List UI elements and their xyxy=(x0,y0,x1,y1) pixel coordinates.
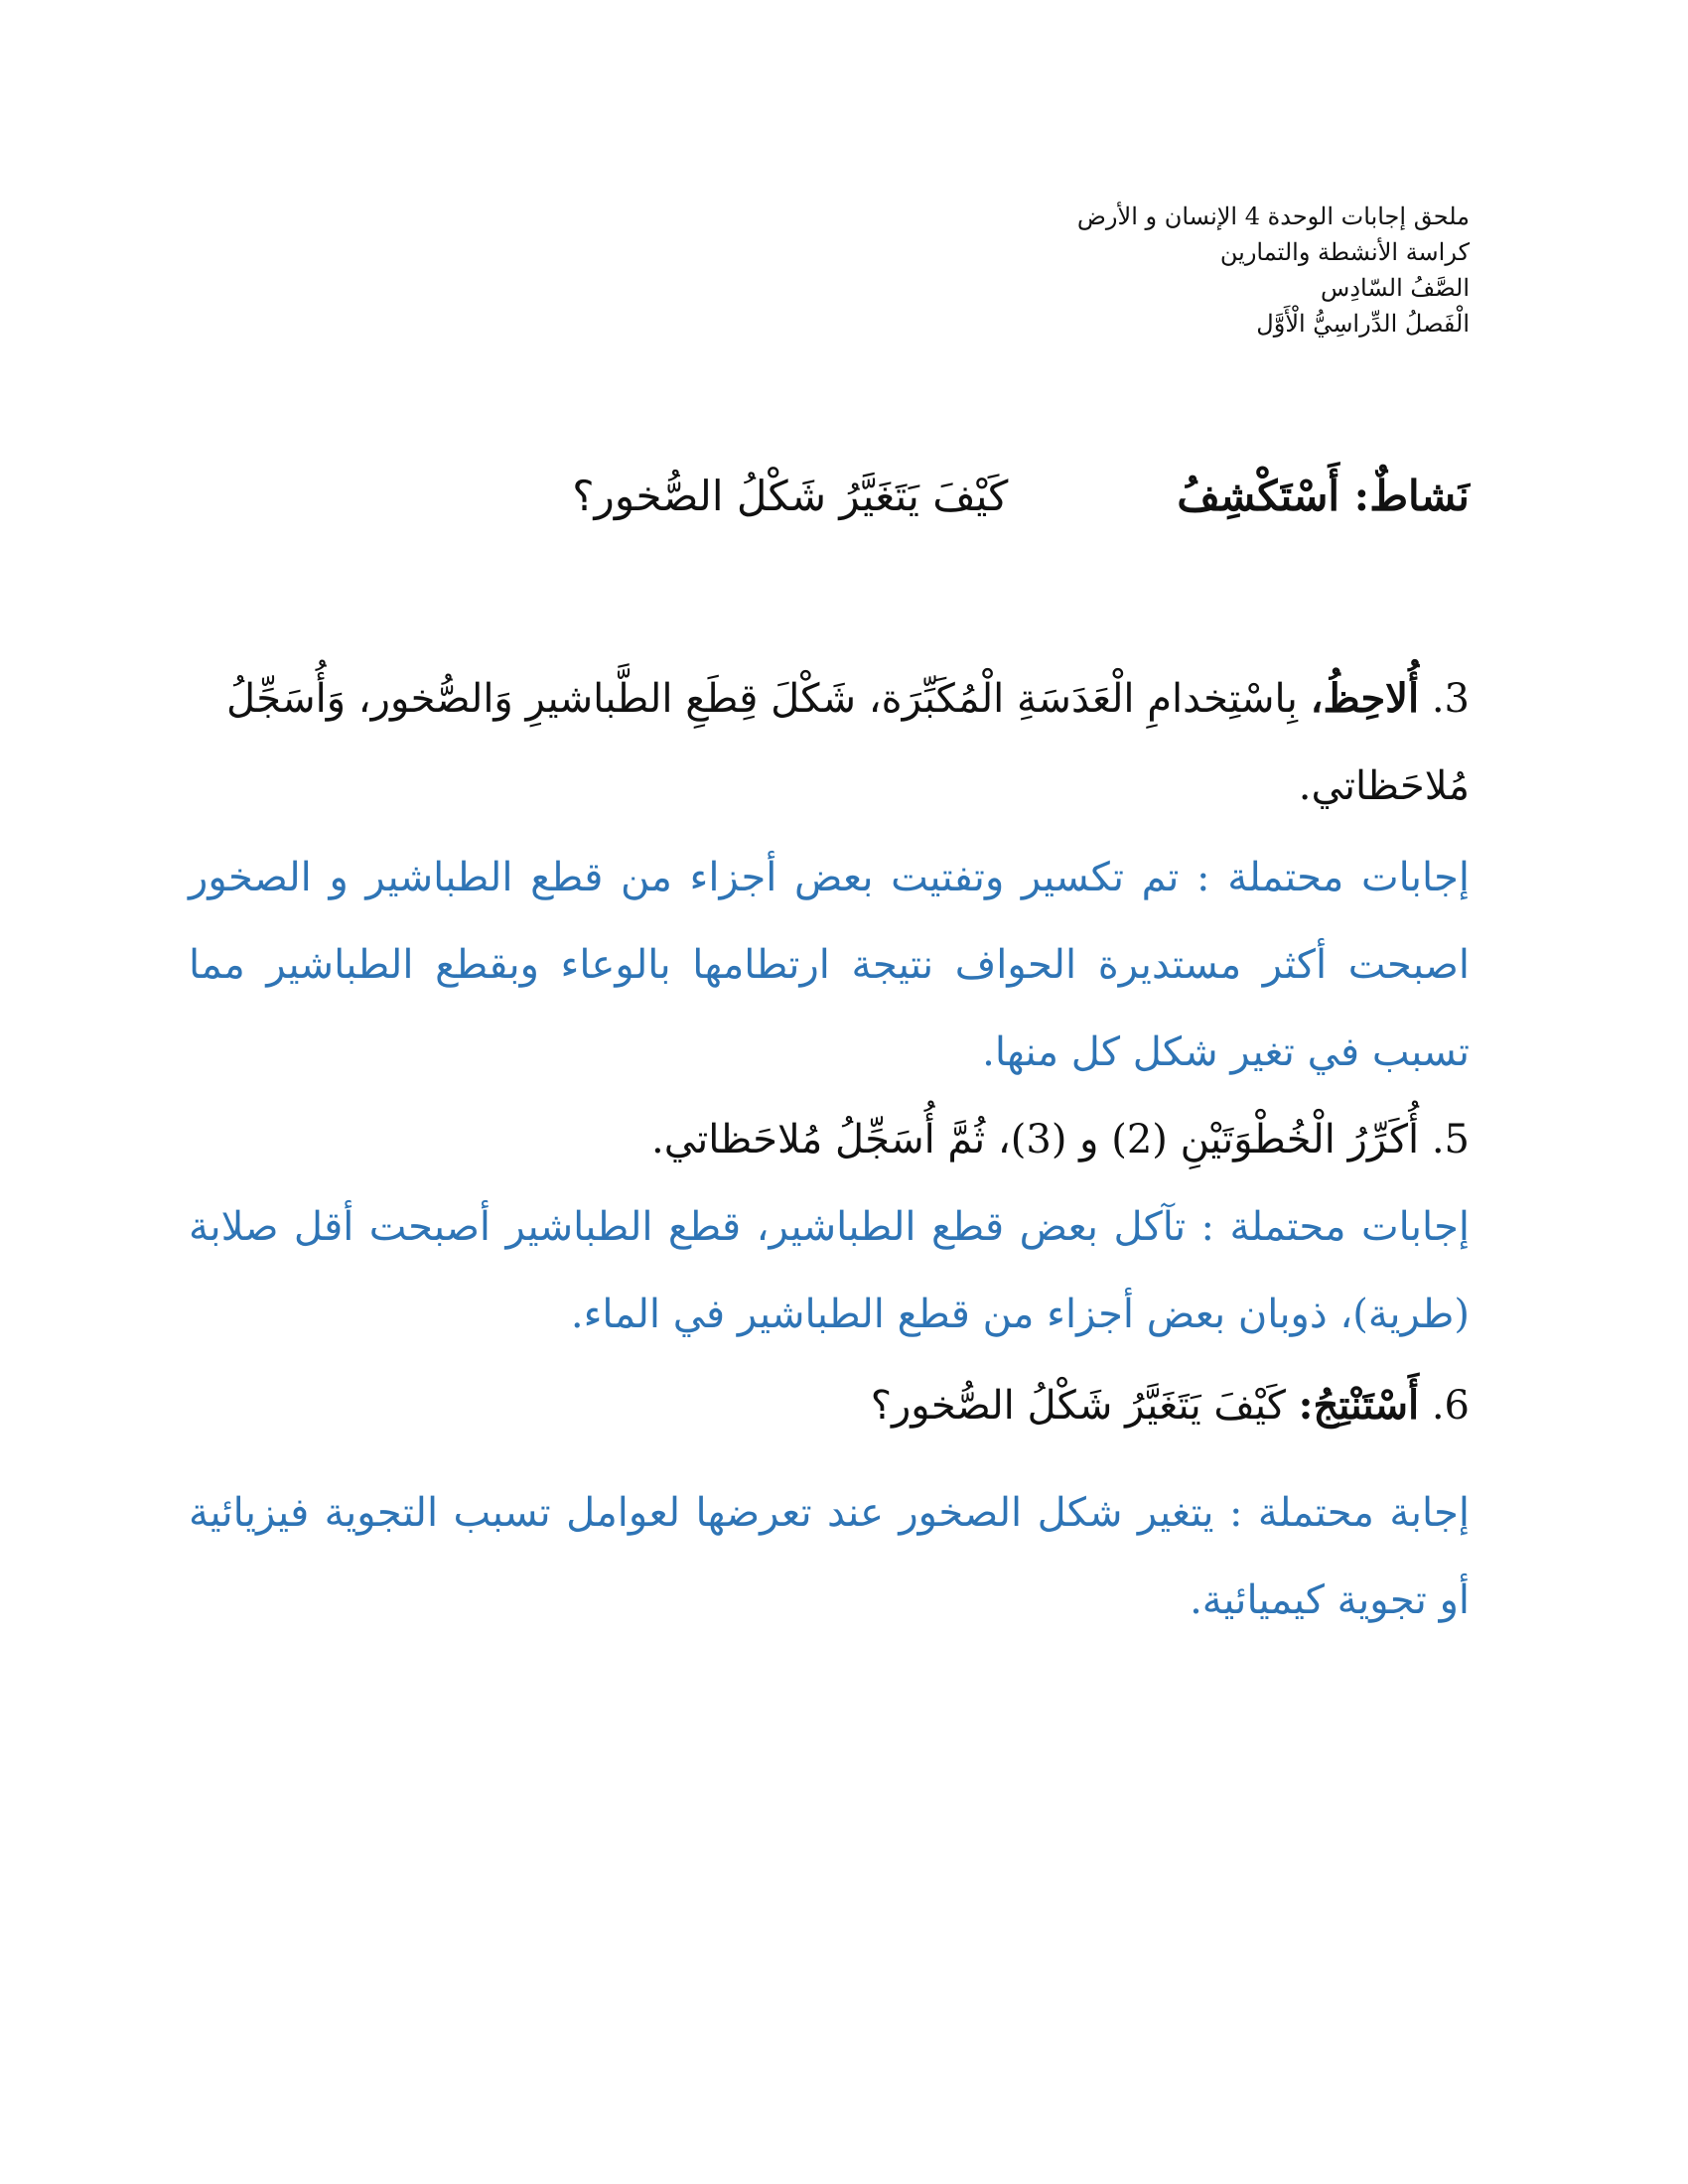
question-3-number: 3. xyxy=(1431,676,1470,722)
question-3 xyxy=(189,655,1470,830)
header-line-workbook: كراسة الأنشطة والتمارين xyxy=(1219,238,1470,266)
question-3-text: بِاسْتِخدامِ الْعَدَسَةِ الْمُكَبِّرَة، شَكْلَ قِطَعِ الطَّباشيرِ وَالصُّخور، وَأُسَجِّلُ مُلاحَظاتي. xyxy=(225,676,1470,809)
question-5-text: أُكَرِّرُ الْخُطْوَتَيْنِ (2) و (3)، ثُمَّ أُسَجِّلُ مُلاحَظاتي. xyxy=(651,1117,1420,1162)
document-header xyxy=(576,199,1470,341)
answer-5: إجابات محتملة : تآكل بعض قطع الطباشير، قطع الطباشير أصبحت أقل صلابة (طرية)، ذوبان بعض أجزاء من قطع الطباشير في الماء. xyxy=(189,1204,1470,1337)
activity-question: كَيْفَ يَتَغَيَّرُ شَكْلُ الصُّخور؟ xyxy=(572,472,1009,520)
question-6-text: كَيْفَ يَتَغَيَّرُ شَكْلُ الصُّخور؟ xyxy=(870,1383,1286,1429)
header-line-appendix: ملحق إجابات الوحدة 4 الإنسان و الأرض xyxy=(1076,203,1470,230)
answer-3: إجابات محتملة : تم تكسير وتفتيت بعض أجزاء من قطع الطباشير و الصخور اصبحت أكثر مستديرة الحواف نتيجة ارتطامها بالوعاء وبقطع الطباشير مما تسبب في تغير شكل كل منها. xyxy=(189,855,1470,1075)
question-5-number: 5. xyxy=(1431,1117,1470,1162)
question-6-verb: أَسْتَنْتِجُ: xyxy=(1298,1382,1420,1429)
header-line-semester: الْفَصلُ الدِّراسِيُّ الْأَوَّل xyxy=(1256,310,1470,338)
answer-6: إجابة محتملة : يتغير شكل الصخور عند تعرضها لعوامل تسبب التجوية فيزيائية أو تجوية كيميائية. xyxy=(189,1490,1470,1623)
question-3-verb: أُلاحِظُ، xyxy=(1310,675,1420,722)
question-5 xyxy=(189,1096,1470,1183)
activity-label: نَشاطٌ: أَسْتَكْشِفُ xyxy=(1177,472,1470,520)
question-6-number: 6. xyxy=(1431,1383,1470,1429)
header-line-grade: الصَّفُ السّادِس xyxy=(1321,274,1470,302)
question-6 xyxy=(189,1362,1470,1449)
activity-title xyxy=(238,467,1470,526)
